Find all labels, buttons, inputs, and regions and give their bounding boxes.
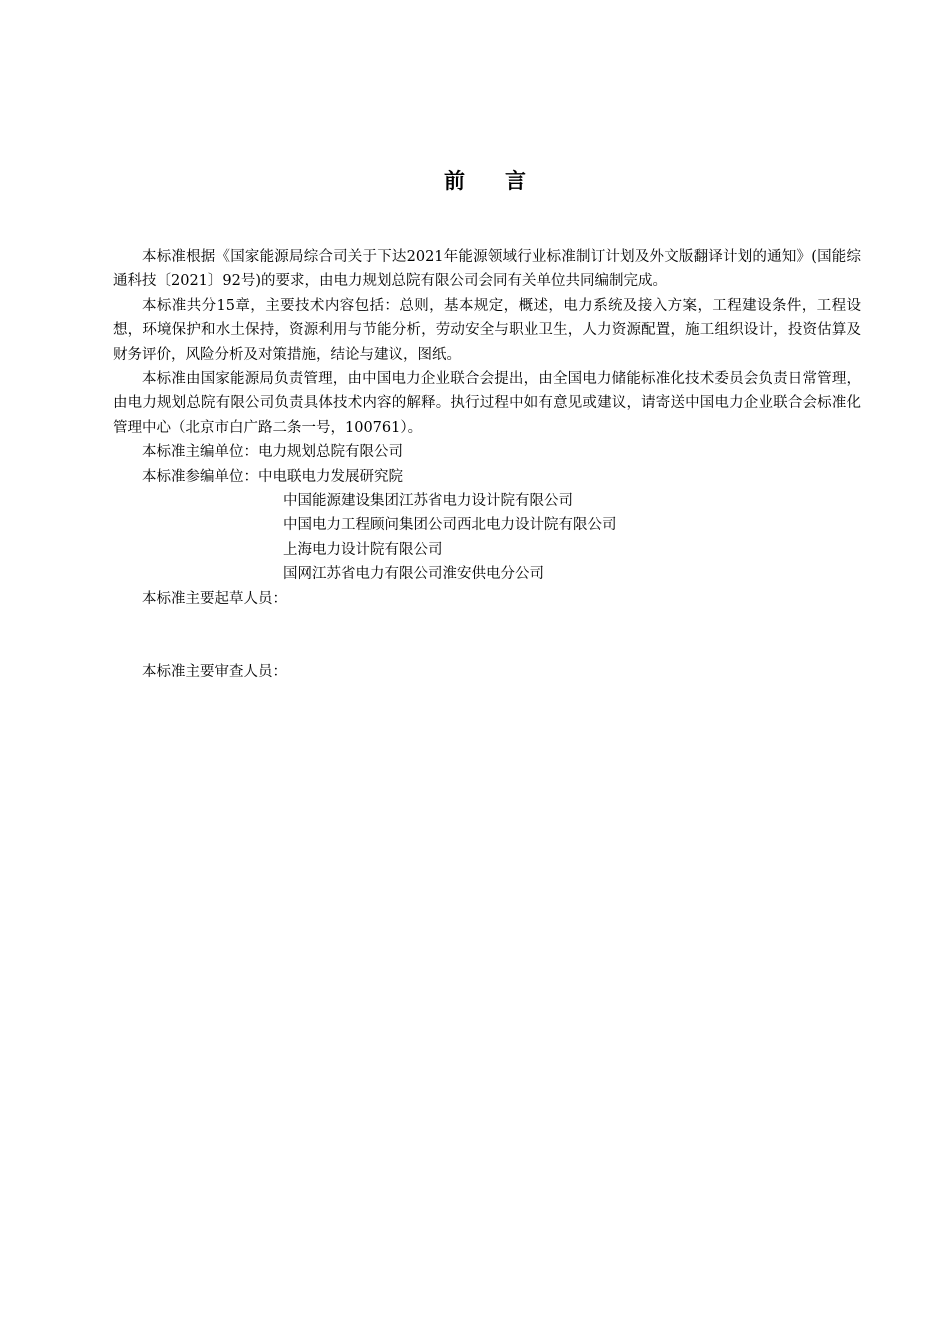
preface-body xyxy=(113,245,861,685)
paragraph-contents: 本标准共分15章，主要技术内容包括：总则，基本规定，概述，电力系统及接入方案，工程建设条件，工程设想，环境保护和水土保持，资源利用与节能分析，劳动安全与职业卫生，人力资源配置，施工组织设计，投资估算及财务评价，风险分析及对策措施，结论与建议，图纸。 xyxy=(113,297,861,363)
reviewers-row xyxy=(113,660,861,684)
chief-editor-row xyxy=(113,440,861,464)
participant-item: 国网江苏省电力有限公司淮安供电分公司 xyxy=(283,566,544,583)
participants-row xyxy=(113,465,861,489)
drafters-label: 本标准主要起草人员： xyxy=(142,590,287,607)
chief-editor-value: 电力规划总院有限公司 xyxy=(258,444,403,461)
drafters-blank-space xyxy=(113,611,861,660)
participant-item: 中国能源建设集团江苏省电力设计院有限公司 xyxy=(283,493,573,510)
page-title-char-2: 言 xyxy=(505,168,526,193)
participant-item: 中国电力工程顾问集团公司西北电力设计院有限公司 xyxy=(283,517,617,534)
paragraph-basis: 本标准根据《国家能源局综合司关于下达2021年能源领域行业标准制订计划及外文版翻译计划的通知》(国能综通科技〔2021〕92号)的要求，由电力规划总院有限公司会同有关单位共同编制完成。 xyxy=(113,249,861,290)
page-title-char-1: 前 xyxy=(444,168,465,193)
chief-editor-label: 本标准主编单位： xyxy=(142,444,258,461)
paragraph-management: 本标准由国家能源局负责管理，由中国电力企业联合会提出，由全国电力储能标准化技术委员会负责日常管理，由电力规划总院有限公司负责具体技术内容的解释。执行过程中如有意见或建议，请寄送中国电力企业联合会标准化管理中心（北京市白广路二条一号，100761）。 xyxy=(113,371,861,436)
reviewers-label: 本标准主要审查人员： xyxy=(142,664,287,681)
participants-list xyxy=(113,489,861,587)
participant-item: 上海电力设计院有限公司 xyxy=(283,541,443,558)
participant-first: 中电联电力发展研究院 xyxy=(258,468,403,485)
participants-label: 本标准参编单位： xyxy=(142,468,258,485)
page-title xyxy=(0,166,950,196)
drafters-row xyxy=(113,587,861,611)
